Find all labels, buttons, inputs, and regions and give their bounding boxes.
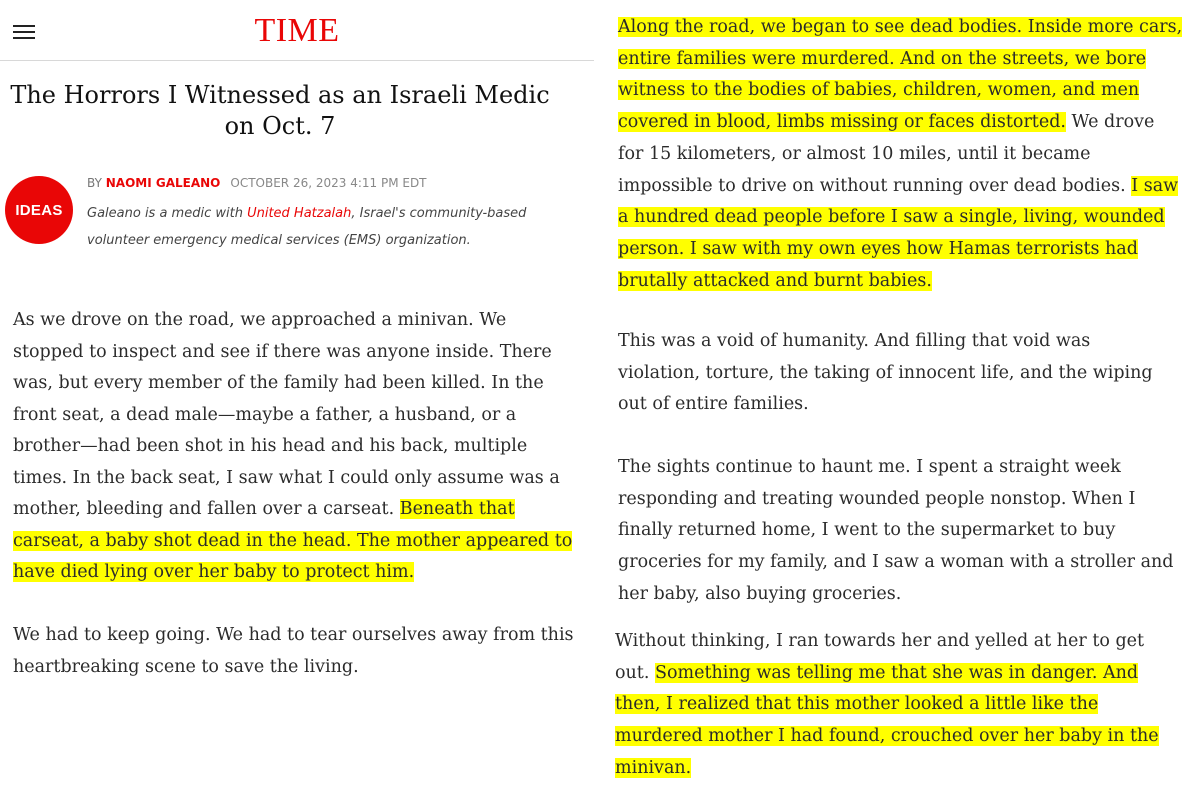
right-p1-highlight-2: entire families were murdered. And on the streets, we bore — [618, 48, 1147, 69]
ideas-badge[interactable]: IDEAS — [5, 176, 73, 244]
right-p4-highlight-3: murdered mother I had found, crouched over her baby in the — [615, 726, 1159, 747]
bio-suffix: , Israel's community-based volunteer emergency medical services (EMS) organization. — [87, 206, 527, 248]
right-p1-highlight-7: person. I saw with my own eyes how Hamas terrorists had — [618, 238, 1138, 259]
article-headline: The Horrors I Witnessed as an Israeli Medic on Oct. 7 — [10, 81, 550, 140]
byline — [87, 176, 427, 190]
author-link[interactable]: NAOMI GALEANO — [105, 176, 221, 190]
publish-date: OCTOBER 26, 2023 4:11 PM EDT — [230, 176, 427, 190]
left-p1-highlight-1: Beneath that — [399, 499, 515, 519]
top-bar — [0, 0, 594, 61]
right-p4-highlight-4: minivan. — [615, 757, 692, 778]
united-hatzalah-link[interactable]: United Hatzalah — [247, 206, 352, 221]
author-bio — [87, 200, 567, 254]
left-p1-highlight-3: have died lying over her baby to protect him. — [13, 562, 415, 582]
left-paragraph-1 — [13, 305, 588, 589]
byline-prefix: BY — [87, 176, 106, 190]
left-paragraph-2: We had to keep going. We had to tear ourselves away from this heartbreaking scene to save the living. — [13, 625, 574, 677]
right-p1-highlight-5: I saw — [1131, 175, 1179, 196]
left-p1-highlight-2: carseat, a baby shot dead in the head. The mother appeared to — [13, 530, 573, 551]
right-p4-text: Without thinking, I ran towards her and yelled at her to get out. — [615, 631, 1145, 683]
right-paragraph-1 — [618, 12, 1190, 297]
right-p1-text: We drove for 15 kilometers, or almost 10 miles, until it became impossible to drive on without running over dead bodies. — [618, 112, 1155, 196]
right-p1-highlight-4: covered in blood, limbs missing or faces distorted. — [618, 112, 1066, 133]
left-p1-text: As we drove on the road, we approached a minivan. We stopped to inspect and see if there was anyone inside. There was, but every member of the family had been killed. In the front seat, a dead male—maybe a father, a husband, or a brother—had been shot in his head and his back, multiple times. In the back seat, I saw what I could only assume was a mother, bleeding and fallen over a carseat. — [13, 310, 560, 519]
right-paragraph-4 — [615, 626, 1187, 785]
right-p1-highlight-6: a hundred dead people before I saw a single, living, wounded — [618, 207, 1165, 228]
right-p4-highlight-1: Something was telling me that she was in danger. And — [654, 662, 1139, 683]
right-p1-highlight-1: Along the road, we began to see dead bodies. Inside more cars, — [618, 17, 1183, 37]
bio-prefix: Galeano is a medic with — [87, 206, 248, 221]
time-logo[interactable]: TIME — [254, 12, 340, 49]
right-p4-highlight-2: then, I realized that this mother looked a little like the — [615, 694, 1099, 715]
right-paragraph-2: This was a void of humanity. And filling that void was violation, torture, the taking of innocent life, and the wiping out of entire families. — [618, 331, 1153, 415]
right-p1-highlight-3: witness to the bodies of babies, children, women, and men — [618, 80, 1140, 101]
right-paragraph-3: The sights continue to haunt me. I spent a straight week responding and treating wounded people nonstop. When I finally returned home, I went to the supermarket to buy groceries for my family, and I saw a woman with a stroller and her baby, also buying groceries. — [618, 457, 1174, 604]
right-p1-highlight-8: brutally attacked and burnt babies. — [618, 270, 932, 291]
